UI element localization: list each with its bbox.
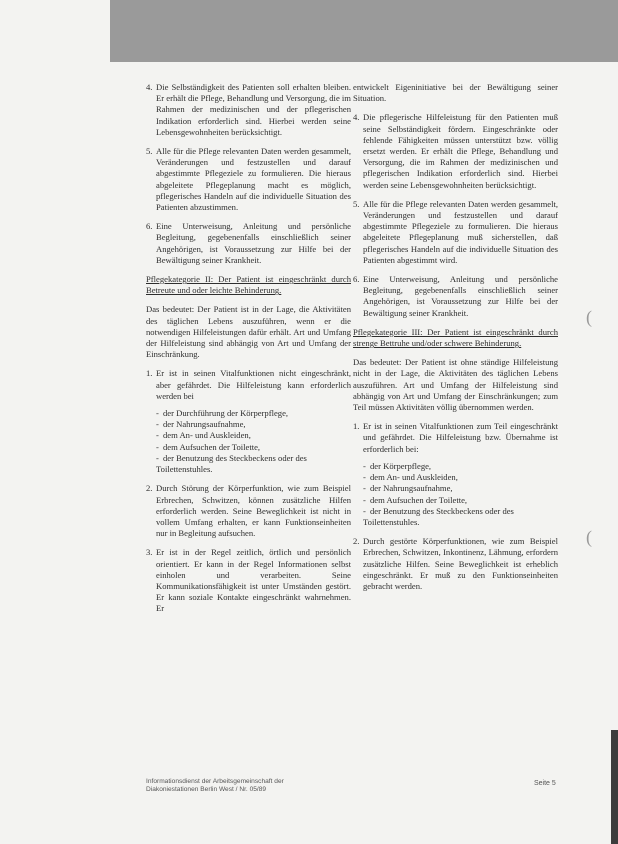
list-item: 5. Alle für die Pflege relevanten Daten werden gesammelt, Veränderungen und festzustellen und darauf abgestimmte Pflegeziele zu formulieren. Die hieraus abgeleitete Pflegeplanung muß sicherstellen, daß pflegerisches Handeln auf die individuelle Situation des Patienten abgestimmt wird. [353,198,558,265]
bullet-item: - der Benutzung des Steckbeckens oder des Toilettenstuhles. [363,505,514,527]
list-item: 6. Eine Unterweisung, Anleitung und persönliche Begleitung, gegebenenfalls einschließlich seiner Angehörigen, ist Voraussetzung zur Hilfe bei der Bewältigung seiner Krankheit. [146,221,351,265]
bullet-item: - der Durchführung der Körperpflege, [156,408,289,419]
page-number: Seite 5 [534,780,556,787]
scan-header-band [110,0,618,62]
left-column [146,82,351,623]
bullet-list [363,461,558,528]
bullet-item: - der Nahrungsaufnahme, [363,483,453,494]
bullet-item: - dem An- und Auskleiden, [363,472,458,483]
paragraph: entwickelt Eigeninitiative bei der Bewältigung seiner Situation. [353,82,558,104]
footer-line: Diakoniestationen Berlin West / Nr. 05/89 [146,786,267,793]
list-item: 4. Die pflegerische Hilfeleistung für den Patienten muß seine Selbständigkeit fördern. Eingeschränkte oder fehlende Fähigkeiten müssen unterstützt bzw. völlig ersetzt werden. Er erhält die Pflege, Behandlung und Versorgung, die im Rahmen der medizinischen und pflegerischen Indikation erforderlich sind. Hierbei werden seine Lebensgewohnheiten berücksichtigt. [353,112,558,190]
paragraph: Das bedeutet: Der Patient ist ohne ständige Hilfeleistung nicht in der Lage, die Aktivitäten des täglichen Lebens auszuführen. Art und Umfang der Hilfeleistung sind abhängig von Art und Umfang der Einschränkungen; zum Teil müssen Aktivitäten völlig übernommen werden. [353,357,558,413]
bullet-item: - dem An- und Auskleiden, [156,430,251,441]
bullet-item: - dem Aufsuchen der Toilette, [156,441,261,452]
list-item: 6. Eine Unterweisung, Anleitung und persönliche Begleitung, gegebenenfalls einschließlich seiner Angehörigen, ist Voraussetzung zur Hilfe bei der Bewältigung seiner Krankheit. [353,274,558,318]
bullet-item: - der Benutzung des Steckbeckens oder des Toilettenstuhles. [156,452,307,475]
bullet-list [156,408,351,475]
footer-publisher [146,778,396,794]
list-item: 2. Durch gestörte Körperfunktionen, wie zum Beispiel Erbrechen, Schwitzen, Inkontinenz, Lähmung, erfordern zusätzliche Hilfen. Seine Beweglichkeit ist erheblich eingeschränkt. Er muß zu den Funktionseinheiten gebracht werden. [353,536,558,591]
list-item: 2. Durch Störung der Körperfunktion, wie zum Beispiel Erbrechen, Schwitzen, können zusätzliche Hilfen erforderlich werden. Seine Beweglichkeit ist nicht in vollem Umfang erhalten, er kann Funktionseinheiten nur in Begleitung aufsuchen. [146,483,351,539]
section-heading: Pflegekategorie III: Der Patient ist eingeschränkt durch strenge Bettruhe und/oder schwere Behinderung. [353,326,558,349]
footer-line: Informationsdienst der Arbeitsgemeinschaft der [146,778,284,785]
list-item: 5. Alle für die Pflege relevanten Daten werden gesammelt, Veränderungen und festzustellen und darauf abgestimmte Pflegeziele zu formulieren. Die hieraus abgeleitete Pflegeplanung macht es möglich, pflegerisches Handeln auf die individuelle Situation des Patienten abzustimmen. [146,146,351,213]
bullet-item: - dem Aufsuchen der Toilette, [363,494,468,505]
right-column [353,82,558,600]
scan-edge-strip [611,730,618,844]
list-item: 1. Er ist in seinen Vitalfunktionen nicht eingeschränkt, aber gefährdet. Die Hilfeleistung kann erforderlich werden bei [146,368,351,401]
bullet-item: - der Nahrungsaufnahme, [156,419,246,430]
section-heading: Pflegekategorie II: Der Patient ist eingeschränkt durch Betreute und oder leichte Behinderung. [146,274,351,296]
punch-hole-mark: ( [586,527,592,547]
list-item: 1. Er ist in seinen Vitalfunktionen zum Teil eingeschränkt und gefährdet. Die Hilfeleistung bzw. Übernahme ist erforderlich bei: [353,421,558,454]
punch-hole-mark: ( [586,307,592,327]
list-item: 3. Er ist in der Regel zeitlich, örtlich und persönlich orientiert. Er kann in der Regel Informationen selbst einholen und verarbeiten. Seine Kommunikationsfähigkeit ist unter Umständen gestört. Er kann soziale Kontakte eingeschränkt wahrnehmen. Er [146,547,351,614]
paragraph: Das bedeutet: Der Patient ist in der Lage, die Aktivitäten des täglichen Lebens auszuführen, wenn er die notwendigen Hilfeleistungen dafür erhält. Art und Umfang der Hilfeleistung sind abhängig von Art und Umfang der Einschränkung. [146,304,351,360]
bullet-item: - der Körperpflege, [363,460,432,471]
list-item: 4. Die Selbständigkeit des Patienten soll erhalten bleiben. Er erhält die Pflege, Behandlung und Versorgung, die im Rahmen der medizinischen und der pflegerischen Indikation erforderlich sind. Hierbei werden seine Lebensgewohnheiten berücksichtigt. [146,82,351,137]
